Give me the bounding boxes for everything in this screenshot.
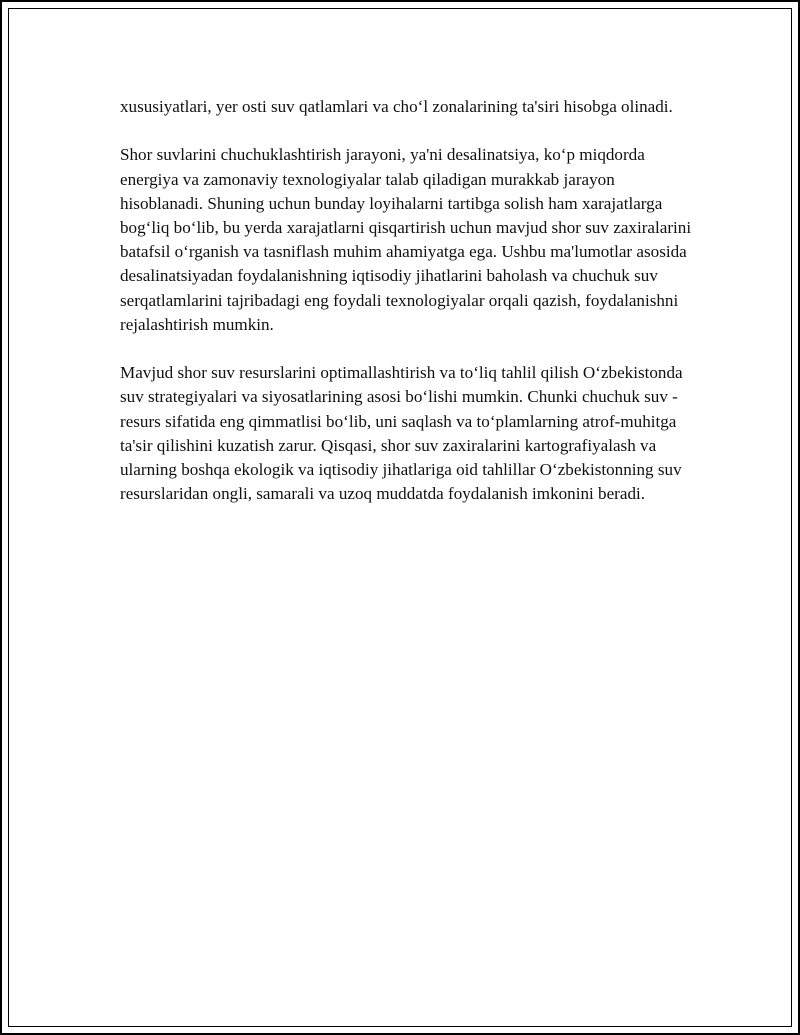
paragraph-3: Mavjud shor suv resurslarini optimallashtirish va to‘liq tahlil qilish O‘zbekistonda suv strategiyalari va siyosatlarining asosi bo‘lishi mumkin. Chunki chuchuk suv - resurs sifatida eng qimmatlisi bo‘lib, uni saqlash va to‘plamlarning atrof-muhitga ta'sir qilishini kuzatish zarur. Qisqasi, shor suv zaxiralarini kartografiyalash va ularning boshqa ekologik va iqtisodiy jihatlariga oid tahlillar O‘zbekistonning suv resurslaridan ongli, samarali va uzoq muddatda foydalanish imkonini beradi. [120, 363, 683, 504]
paragraph-2: Shor suvlarini chuchuklashtirish jarayoni, ya'ni desalinatsiya, ko‘p miqdorda energiya va zamonaviy texnologiyalar talab qiladigan murakkab jarayon hisoblanadi. Shuning uchun bunday loyihalarni tartibga solish ham xarajatlarga bog‘liq bo‘lib, bu yerda xarajatlarni qisqartirish uchun mavjud shor suv zaxiralarini batafsil o‘rganish va tasniflash muhim ahamiyatga ega. Ushbu ma'lumotlar asosida desalinatsiyadan foydalanishning iqtisodiy jihatlarini baholash va chuchuk suv serqatlamlarini tajribadagi eng foydali texnologiyalar orqali qazish, foydalanishni rejalashtirish mumkin. [120, 145, 692, 334]
paragraph-1: xususiyatlari, yer osti suv qatlamlari va cho‘l zonalarining ta'siri hisobga olinadi. [120, 97, 673, 116]
document-body [120, 95, 695, 531]
